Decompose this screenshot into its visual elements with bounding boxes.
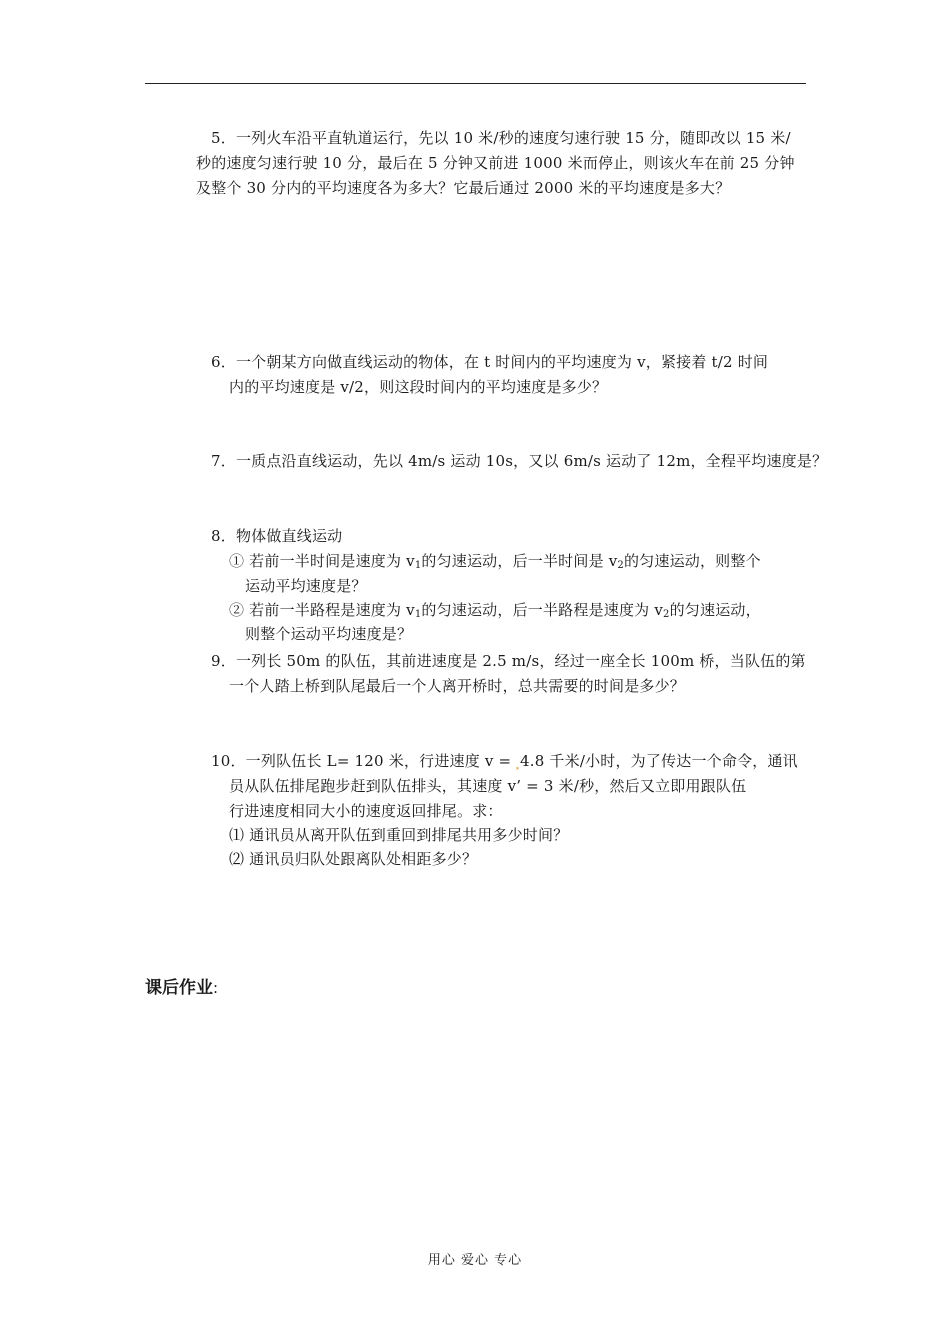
problem-5-line-1: 5．一列火车沿平直轨道运行，先以 10 米/秒的速度匀速行驶 15 分，随即改以 15 米/ [211, 129, 791, 147]
problem-8-part-1-text-a: ① 若前一半时间是速度为 v [229, 552, 415, 570]
problem-8-title: 8．物体做直线运动 [211, 527, 343, 545]
page-footer: 用心 爱心 专心 [427, 1253, 523, 1268]
subscript-1: 1 [414, 560, 422, 571]
problem-10-question-2: ⑵ 通讯员归队处跟离队处相距多少？ [229, 850, 478, 868]
problem-8-part-1-text-c: 的匀速运动，则整个 [623, 552, 761, 570]
problem-5-line-3: 及整个 30 分内的平均速度各为多大？它最后通过 2000 米的平均速度是多大？ [196, 179, 731, 197]
mark-dot: ⸼ [516, 752, 520, 770]
problem-8-part-2-line-2: 则整个运动平均速度是？ [245, 625, 413, 643]
subscript-2: 2 [617, 560, 624, 571]
problem-10-line-1-text-b: 4.8 千米/小时，为了传达一个命令，通讯 [520, 752, 798, 770]
problem-10-question-1: ⑴ 通讯员从离开队伍到重回到排尾共用多少时间？ [229, 826, 569, 844]
homework-heading [145, 973, 218, 998]
problem-6-line-2: 内的平均速度是 v/2，则这段时间内的平均速度是多少？ [229, 378, 608, 396]
problem-6-line-1: 6．一个朝某方向做直线运动的物体，在 t 时间内的平均速度为 v，紧接着 t/2 时间 [211, 353, 769, 371]
homework-label: 课后作业 [145, 978, 213, 998]
subscript-1: 1 [414, 609, 422, 620]
problem-8-part-1-line-2: 运动平均速度是？ [245, 577, 367, 595]
problem-8-part-2 [229, 600, 761, 620]
problem-10-line-1-text-a: 10．一列队伍长 L= 120 米，行进速度 v = [211, 752, 517, 770]
problem-10-line-3: 行进速度相同大小的速度返回排尾。求： [229, 802, 503, 820]
problem-8-part-2-text-a: ② 若前一半路程是速度为 v [229, 601, 415, 619]
problem-10-line-1 [211, 751, 798, 771]
problem-9-line-1: 9．一列长 50m 的队伍，其前进速度是 2.5 m/s，经过一座全长 100m 桥，当队伍的第 [211, 652, 806, 670]
problem-8-part-1-text-b: 的匀速运动，后一半时间是 v [421, 552, 618, 570]
problem-9-line-2: 一个人踏上桥到队尾最后一个人离开桥时，总共需要的时间是多少？ [229, 677, 686, 695]
problem-7-line-1: 7．一质点沿直线运动，先以 4m/s 运动 10s，又以 6m/s 运动了 12m，全程平均速度是？ [211, 452, 828, 470]
problem-5-line-2: 秒的速度匀速行驶 10 分，最后在 5 分钟又前进 1000 米而停止，则该火车在前 25 分钟 [196, 154, 795, 172]
problem-10-line-2: 员从队伍排尾跑步赶到队伍排头，其速度 v’ = 3 米/秒，然后又立即用跟队伍 [229, 777, 747, 795]
header-rule [145, 83, 806, 84]
subscript-2: 2 [663, 609, 670, 620]
homework-colon: : [213, 979, 219, 997]
problem-8-part-2-text-c: 的匀速运动， [669, 601, 761, 619]
problem-8-part-2-text-b: 的匀速运动，后一半路程是速度为 v [421, 601, 664, 619]
problem-8-part-1 [229, 551, 761, 571]
